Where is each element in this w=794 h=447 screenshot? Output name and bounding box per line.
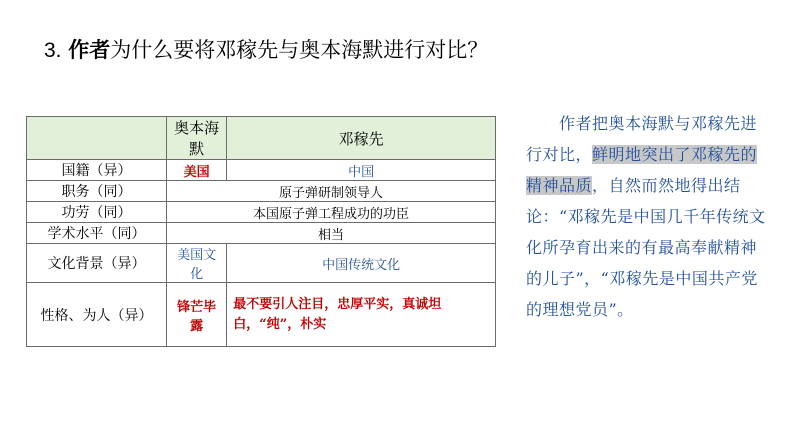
row-label: 国籍（异） xyxy=(27,160,167,181)
table-header-row xyxy=(27,117,496,160)
table-row xyxy=(27,202,496,223)
cell-oppenheimer: 美国 xyxy=(167,160,227,181)
row-label: 性格、为人（异） xyxy=(27,283,167,347)
cell-merged: 相当 xyxy=(167,223,496,244)
paragraph-part2: ，自然而然地得出结论：“邓稼先是中国几千年传统文化所孕育出来的有最高奉献精神的儿子”，“邓稼先是中国共产党的理想党员”。 xyxy=(526,176,766,319)
header-deng-jiaxian: 邓稼先 xyxy=(227,117,496,160)
question-heading xyxy=(44,34,488,64)
table-row xyxy=(27,160,496,181)
explanation-paragraph xyxy=(526,108,768,325)
cell-oppenheimer: 美国文化 xyxy=(167,244,227,283)
row-label: 学术水平（同） xyxy=(27,223,167,244)
table-row xyxy=(27,244,496,283)
question-text: 为什么要将邓稼先与奥本海默进行对比？ xyxy=(110,38,489,62)
cell-merged: 原子弹研制领导人 xyxy=(167,181,496,202)
question-bold-word: 作者 xyxy=(68,38,111,62)
paragraph-part1: 作者把奥本海默与邓稼先进行对比， xyxy=(526,114,758,164)
cell-merged: 本国原子弹工程成功的功臣 xyxy=(167,202,496,223)
question-number: 3. xyxy=(44,39,62,62)
row-label: 职务（同） xyxy=(27,181,167,202)
cell-deng: 中国传统文化 xyxy=(227,244,496,283)
paragraph-highlight: 鲜明地突出了邓稼先的精神品质 xyxy=(526,145,758,195)
row-label: 文化背景（异） xyxy=(27,244,167,283)
cell-deng: 中国 xyxy=(227,160,496,181)
cell-deng: 最不要引人注目，忠厚平实，真诚坦白，“纯”，朴实 xyxy=(227,283,496,347)
table-row xyxy=(27,283,496,347)
table-row xyxy=(27,223,496,244)
header-oppenheimer: 奥本海默 xyxy=(167,117,227,160)
cell-oppenheimer: 锋芒毕露 xyxy=(167,283,227,347)
row-label: 功劳（同） xyxy=(27,202,167,223)
comparison-table xyxy=(26,116,496,347)
table-row xyxy=(27,181,496,202)
header-corner-cell xyxy=(27,117,167,160)
